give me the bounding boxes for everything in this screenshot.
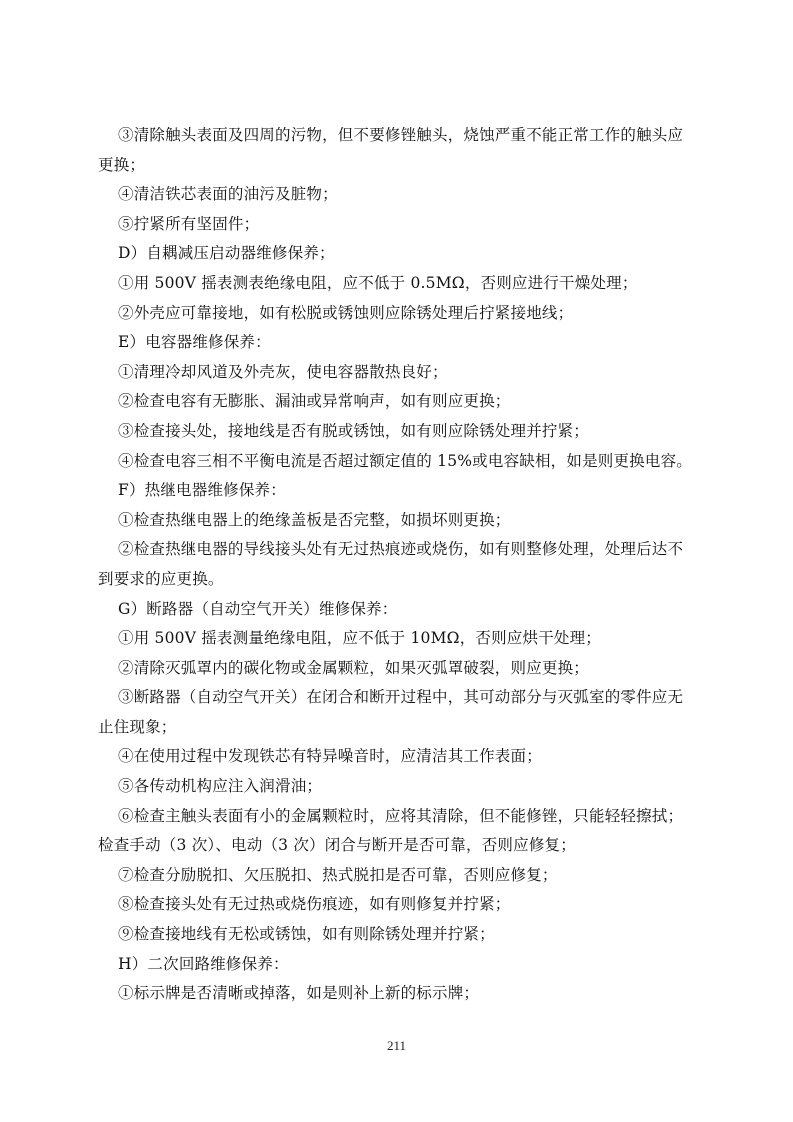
paragraph <box>98 979 696 1009</box>
paragraph-continuation-line: 检查手动（3 次）、电动（3 次）闭合与断开是否可靠，否则应修复； <box>98 836 576 855</box>
paragraph <box>98 328 696 358</box>
paragraph <box>98 890 696 920</box>
paragraph-line: F）热继电器维修保养： <box>118 481 286 500</box>
paragraph-line: ⑨检查接地线有无松或锈蚀，如有则除锈处理并拧紧； <box>118 925 495 944</box>
document-body <box>98 121 696 1009</box>
paragraph <box>98 802 696 861</box>
paragraph-line: ①标示牌是否清晰或掉落，如是则补上新的标示牌； <box>118 984 480 1003</box>
paragraph-line: ①用 500V 摇表测表绝缘电阻，应不低于 0.5MΩ，否则应进行干燥处理； <box>118 273 638 292</box>
paragraph <box>98 417 696 447</box>
paragraph-continuation-line: 更换； <box>98 155 146 174</box>
paragraph <box>98 920 696 950</box>
paragraph-line: ②检查电容有无膨胀、漏油或异常响声，如有则应更换； <box>118 392 511 411</box>
paragraph-line: ⑥检查主触头表面有小的金属颗粒时，应将其清除，但不能修锉，只能轻轻擦拭； <box>118 806 684 825</box>
paragraph-line: D）自耦减压启动器维修保养； <box>118 244 335 263</box>
paragraph <box>98 180 696 210</box>
paragraph <box>98 121 696 180</box>
paragraph-line: ⑤拧紧所有坚固件； <box>118 214 260 233</box>
paragraph <box>98 476 696 506</box>
paragraph <box>98 861 696 891</box>
paragraph-line: ③检查接头处，接地线是否有脱或锈蚀，如有则应除锈处理并拧紧； <box>118 421 590 440</box>
paragraph-line: ⑤各传动机构应注入润滑油； <box>118 777 323 796</box>
paragraph <box>98 387 696 417</box>
paragraph-line: ②外壳应可靠接地，如有松脱或锈蚀则应除锈处理后拧紧接地线； <box>118 303 574 322</box>
paragraph <box>98 269 696 299</box>
paragraph-line: ④在使用过程中发现铁芯有特异噪音时，应清洁其工作表面； <box>118 747 542 766</box>
paragraph-line: ④检查电容三相不平衡电流是否超过额定值的 15%或电容缺相，如是则更换电容。 <box>118 451 692 470</box>
paragraph-continuation-line: 止住现象； <box>98 717 177 736</box>
paragraph-line: ②清除灭弧罩内的碳化物或金属颗粒，如果灭弧罩破裂，则应更换； <box>118 658 590 677</box>
paragraph-line: ①检查热继电器上的绝缘盖板是否完整，如损坏则更换； <box>118 510 511 529</box>
paragraph-continuation-line: 到要求的应更换。 <box>98 569 224 588</box>
paragraph <box>98 506 696 536</box>
paragraph <box>98 772 696 802</box>
paragraph <box>98 535 696 594</box>
paragraph-line: E）电容器维修保养： <box>118 333 271 352</box>
paragraph <box>98 742 696 772</box>
paragraph-line: ④清洁铁芯表面的油污及脏物； <box>118 185 338 204</box>
paragraph-line: ③断路器（自动空气开关）在闭合和断开过程中，其可动部分与灭弧室的零件应无 <box>118 688 684 707</box>
paragraph <box>98 239 696 269</box>
paragraph-line: ①清理冷却风道及外壳灰，使电容器散热良好； <box>118 362 448 381</box>
paragraph-line: ②检查热继电器的导线接头处有无过热痕迹或烧伤，如有则整修处理，处理后达不 <box>118 540 684 559</box>
paragraph <box>98 950 696 980</box>
paragraph <box>98 358 696 388</box>
paragraph-line: ①用 500V 摇表测量绝缘电阻，应不低于 10MΩ，否则应烘干处理； <box>118 629 602 648</box>
paragraph <box>98 299 696 329</box>
page-number: 211 <box>386 1038 407 1053</box>
paragraph-line: H）二次回路维修保养： <box>118 954 289 973</box>
paragraph-line: ③清除触头表面及四周的污物，但不要修锉触头，烧蚀严重不能正常工作的触头应 <box>118 126 684 144</box>
paragraph-line: G）断路器（自动空气开关）维修保养： <box>118 599 398 618</box>
paragraph-line: ⑦检查分励脱扣、欠压脱扣、热式脱扣是否可靠，否则应修复； <box>118 865 558 884</box>
paragraph <box>98 654 696 684</box>
paragraph <box>98 624 696 654</box>
paragraph-line: ⑧检查接头处有无过热或烧伤痕迹，如有则修复并拧紧； <box>118 895 511 914</box>
paragraph <box>98 595 696 625</box>
paragraph <box>98 683 696 742</box>
paragraph <box>98 210 696 240</box>
paragraph <box>98 447 696 477</box>
